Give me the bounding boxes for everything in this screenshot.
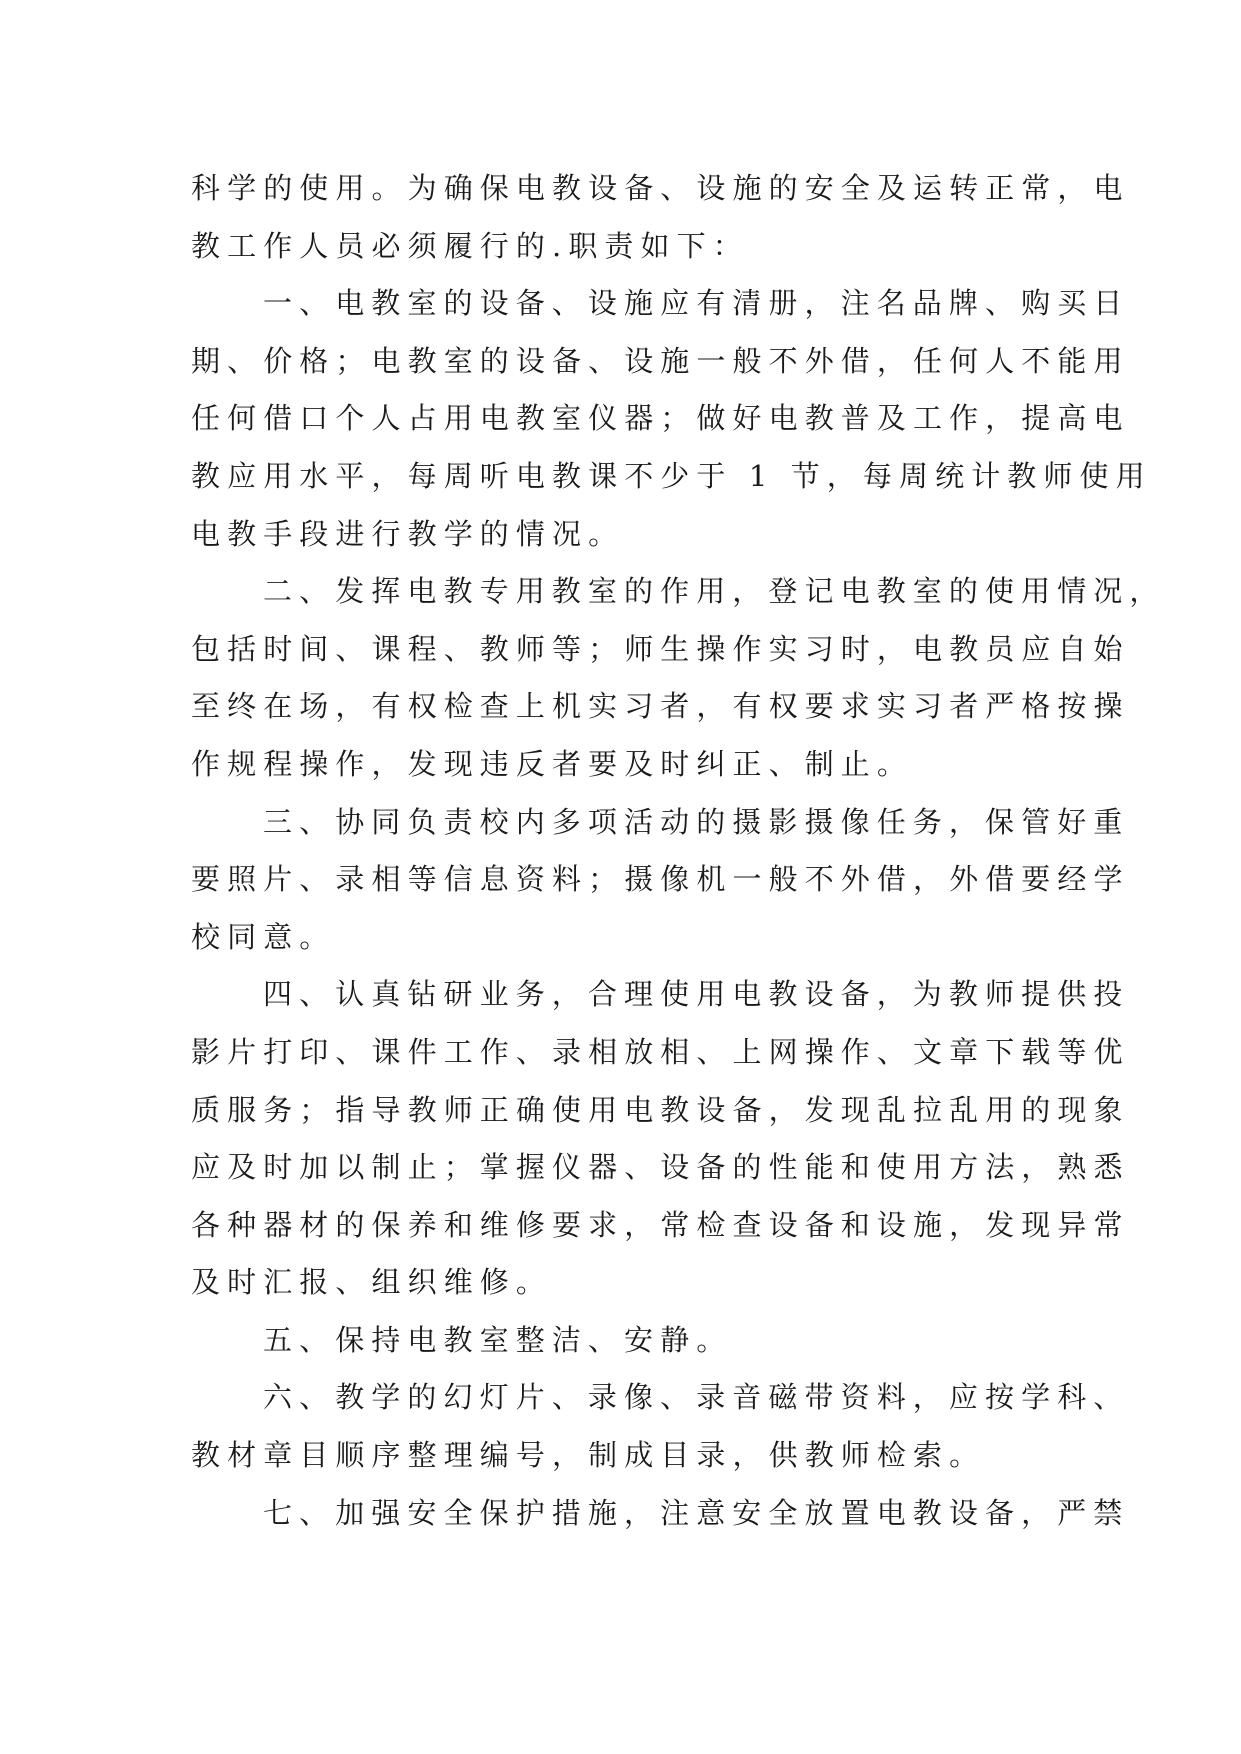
- text-line: 七、加强安全保护措施，注意安全放置电教设备，严禁: [263, 1495, 1130, 1530]
- text-line: 六、教学的幻灯片、录像、录音磁带资料，应按学科、: [263, 1380, 1130, 1415]
- text-line: 四、认真钻研业务，合理使用电教设备，为教师提供投: [263, 977, 1130, 1012]
- text-line: 一、电教室的设备、设施应有清册，注名品牌、购买日: [263, 286, 1130, 321]
- text-line: 五、保持电教室整洁、安静。: [263, 1322, 733, 1357]
- text-line: 影片打印、课件工作、录相放相、上网操作、文章下载等优: [191, 1034, 1130, 1069]
- text-line: 任何借口个人占用电教室仪器；做好电教普及工作，提高电: [191, 401, 1130, 436]
- text-line: 包括时间、课程、教师等；师生操作实习时，电教员应自始: [191, 631, 1130, 666]
- text-line: 教工作人员必须履行的.职责如下：: [191, 228, 749, 263]
- text-line: 要照片、录相等信息资料；摄像机一般不外借，外借要经学: [191, 862, 1130, 897]
- text-line: 质服务；指导教师正确使用电教设备，发现乱拉乱用的现象: [191, 1092, 1130, 1127]
- text-line: 科学的使用。为确保电教设备、设施的安全及运转正常，电: [191, 171, 1130, 205]
- text-line: 期、价格；电教室的设备、设施一般不外借，任何人不能用: [191, 343, 1130, 378]
- text-line: 应及时加以制止；掌握仪器、设备的性能和使用方法，熟悉: [191, 1150, 1130, 1185]
- text-line: 及时汇报、组织维修。: [191, 1265, 553, 1300]
- text-line: 校同意。: [191, 919, 336, 954]
- text-line: 各种器材的保养和维修要求，常检查设备和设施，发现异常: [191, 1207, 1130, 1242]
- text-line: 教应用水平，每周听电教课不少于 1 节，每周统计教师使用: [191, 458, 1152, 493]
- text-line: 二、发挥电教专用教室的作用，登记电教室的使用情况，: [263, 574, 1166, 609]
- document-body: [191, 160, 1166, 1542]
- text-line: 教材章目顺序整理编号，制成目录，供教师检索。: [191, 1438, 986, 1473]
- text-line: 作规程操作，发现违反者要及时纠正、制止。: [191, 746, 914, 781]
- text-line: 至终在场，有权检查上机实习者，有权要求实习者严格按操: [191, 689, 1130, 724]
- text-line: 三、协同负责校内多项活动的摄影摄像任务，保管好重: [263, 804, 1130, 839]
- text-line: 电教手段进行教学的情况。: [191, 516, 625, 551]
